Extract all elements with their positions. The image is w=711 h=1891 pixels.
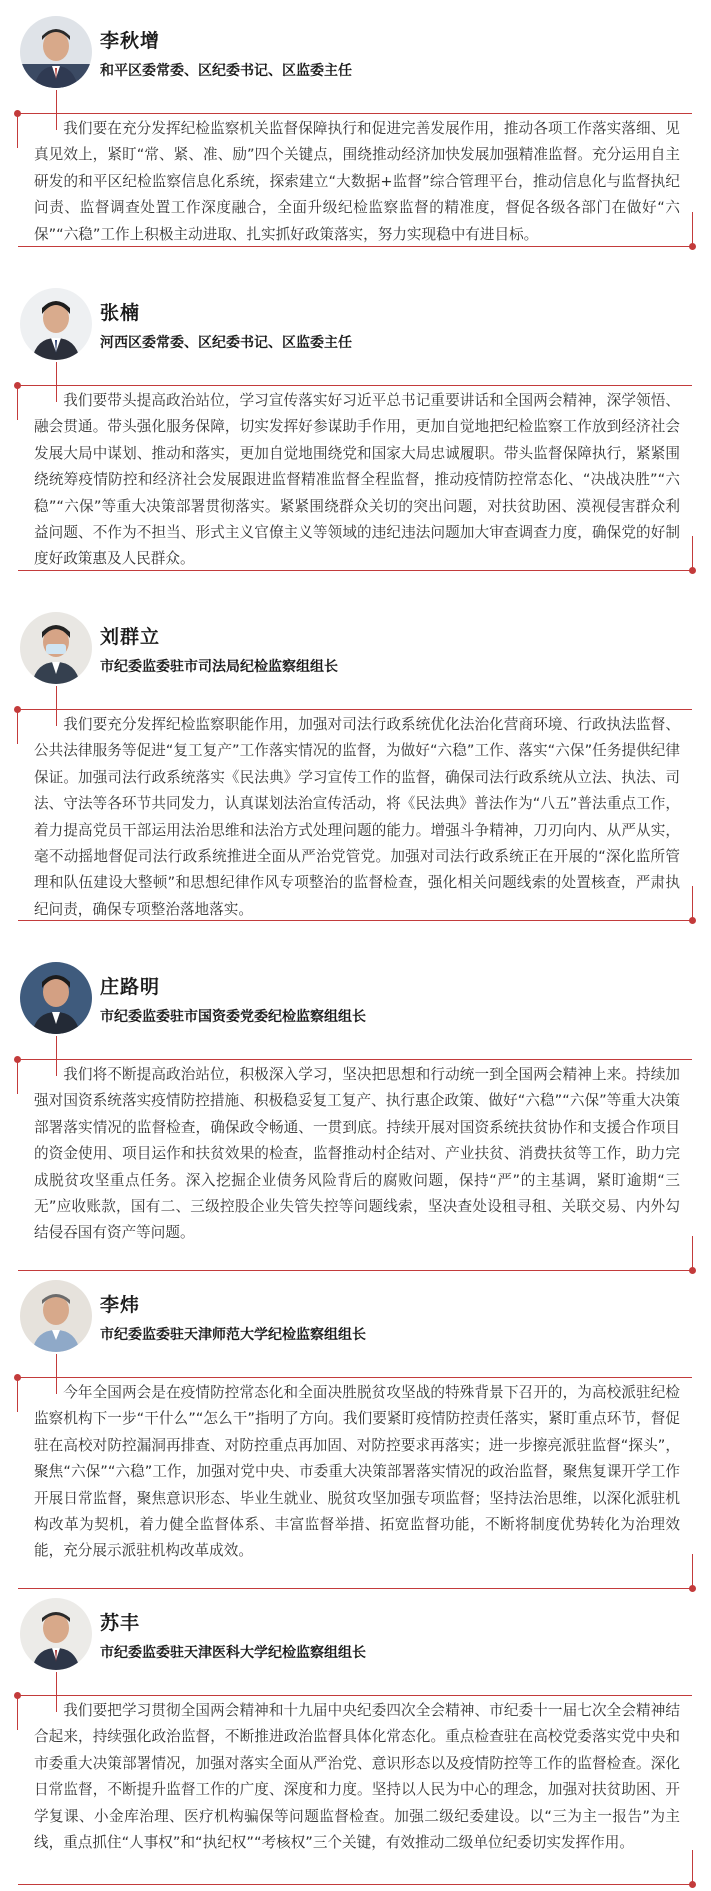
person-name: 刘群立 xyxy=(100,626,161,648)
portrait-photo-icon xyxy=(20,1280,92,1352)
person-title: 市纪委监委驻天津医科大学纪检监察组组长 xyxy=(100,1645,366,1661)
person-title: 河西区委常委、区纪委书记、区监委主任 xyxy=(100,335,352,351)
statement-box xyxy=(18,113,692,247)
person-name: 李秋增 xyxy=(100,30,161,52)
portrait-photo-icon xyxy=(20,16,92,88)
statement-text: 我们要在充分发挥纪检监察机关监督保障执行和促进完善发展作用，推动各项工作落实落细、见真见效上，紧盯“常、紧、准、励”四个关键点，围绕推动经济加快发展加强精准监督。充分运用自主研发的和平区纪检监察信息化系统，探索建立“大数据+监督”综合管理平台，推动信息化与监督执纪问责、监督调查处置工作深度融合，全面升级纪检监察监督的精准度，督促各级各部门在做好“六保”“六稳”工作上积极主动进取、扎实抓好政策落实，努力实现稳中有进目标。 xyxy=(34,120,680,243)
statement-text: 今年全国两会是在疫情防控常态化和全面决胜脱贫攻坚战的特殊背景下召开的，为高校派驻纪检监察机构下一步“干什么”“怎么干”指明了方向。我们要紧盯疫情防控责任落实，紧盯重点环节，督促驻在高校对防控漏洞再排查、对防控重点再加固、对防控要求再落实；进一步擦亮派驻监督“探头”，聚焦“六保”“六稳”工作，加强对党中央、市委重大决策部署落实情况的政治监督，聚焦复课开学工作开展日常监督，聚焦意识形态、毕业生就业、脱贫攻坚加强专项监督；坚持法治思维，以深化派驻机构改革为契机，着力健全监督体系、丰富监督举措、拓宽监督功能，不断将制度优势转化为治理效能，充分展示派驻机构改革成效。 xyxy=(34,1384,680,1560)
statement-box xyxy=(18,1059,692,1271)
person-name: 苏丰 xyxy=(100,1612,141,1634)
portrait-photo-icon xyxy=(20,962,92,1034)
portrait-photo-icon xyxy=(20,288,92,360)
statement-text: 我们要把学习贯彻全国两会精神和十九届中央纪委四次全会精神、市纪委十一届七次全会精神结合起来，持续强化政治监督，不断推进政治监督具体化常态化。重点检查驻在高校党委落实党中央和市委重大决策部署情况，加强对落实全面从严治党、意识形态以及疫情防控等工作的监督检查。深化日常监督，不断提升监督工作的广度、深度和力度。坚持以人民为中心的理念，加强对扶贫助困、开学复课、小金库治理、医疗机构骗保等问题监督检查。加强二级纪委建设。以“三为主一报告”为主线，重点抓住“人事权”和“执纪权”“考核权”三个关键，有效推动二级单位纪委切实发挥作用。 xyxy=(34,1702,680,1852)
portrait-photo-icon xyxy=(20,1598,92,1670)
person-name: 张楠 xyxy=(100,302,141,324)
person-title: 市纪委监委驻天津师范大学纪检监察组组长 xyxy=(100,1327,366,1343)
statement-text: 我们要充分发挥纪检监察职能作用，加强对司法行政系统优化法治化营商环境、行政执法监督、公共法律服务等促进“复工复产”工作落实情况的监督，为做好“六稳”工作、落实“六保”任务提供纪律保证。加强司法行政系统落实《民法典》学习宣传工作的监督，确保司法行政系统从立法、执法、司法、守法等各环节共同发力，认真谋划法治宣传活动，将《民法典》普法作为“八五”普法重点工作，着力提高党员干部运用法治思维和法治方式处理问题的能力。增强斗争精神，刀刃向内、从严从实，毫不动摇地督促司法行政系统推进全面从严治党管党。加强对司法行政系统正在开展的“深化监所管理和队伍建设大整顿”和思想纪律作风专项整治的监督检查，强化相关问题线索的处置核查，严肃执纪问责，确保专项整治落地落实。 xyxy=(34,716,680,918)
person-title: 市纪委监委驻市司法局纪检监察组组长 xyxy=(100,659,338,675)
statement-box xyxy=(18,709,692,921)
portrait-photo-icon xyxy=(20,612,92,684)
statement-text: 我们要带头提高政治站位，学习宣传落实好习近平总书记重要讲话和全国两会精神，深学领悟、融会贯通。带头强化服务保障，切实发挥好参谋助手作用，更加自觉地把纪检监察工作放到经济社会发展大局中谋划、推动和落实，更加自觉地围绕党和国家大局忠诚履职。带头监督保障执行，紧紧围绕统筹疫情防控和经济社会发展跟进监督精准监督全程监督，推动疫情防控常态化、“决战决胜”“六稳”“六保”等重大决策部署贯彻落实。紧紧围绕群众关切的突出问题，对扶贫助困、漠视侵害群众利益问题、不作为不担当、形式主义官僚主义等领域的违纪违法问题加大审查调查力度，确保党的好制度好政策惠及人民群众。 xyxy=(34,392,680,568)
statement-box xyxy=(18,1377,692,1589)
statement-box xyxy=(18,385,692,571)
person-name: 李炜 xyxy=(100,1294,141,1316)
avatar xyxy=(20,962,92,1034)
person-title: 市纪委监委驻市国资委党委纪检监察组组长 xyxy=(100,1009,366,1025)
avatar xyxy=(20,612,92,684)
avatar xyxy=(20,288,92,360)
statement-box xyxy=(18,1695,692,1885)
statement-text: 我们将不断提高政治站位，积极深入学习，坚决把思想和行动统一到全国两会精神上来。持续加强对国资系统落实疫情防控措施、积极稳妥复工复产、执行惠企政策、做好“六稳”“六保”等重大决策部署落实情况的监督检查，确保政令畅通、一贯到底。持续开展对国资系统扶贫协作和支援合作项目的资金使用、项目运作和扶贫效果的检查，监督推动村企结对、产业扶贫、消费扶贫等工作，助力完成脱贫攻坚重点任务。深入挖掘企业债务风险背后的腐败问题，保持“严”的主基调，紧盯逾期“三无”应收账款，国有二、三级控股企业失管失控等问题线索，坚决查处设租寻租、关联交易、内外勾结侵吞国有资产等问题。 xyxy=(34,1066,680,1242)
person-title: 和平区委常委、区纪委书记、区监委主任 xyxy=(100,63,352,79)
avatar xyxy=(20,1598,92,1670)
person-name: 庄路明 xyxy=(100,976,161,998)
avatar xyxy=(20,16,92,88)
avatar xyxy=(20,1280,92,1352)
